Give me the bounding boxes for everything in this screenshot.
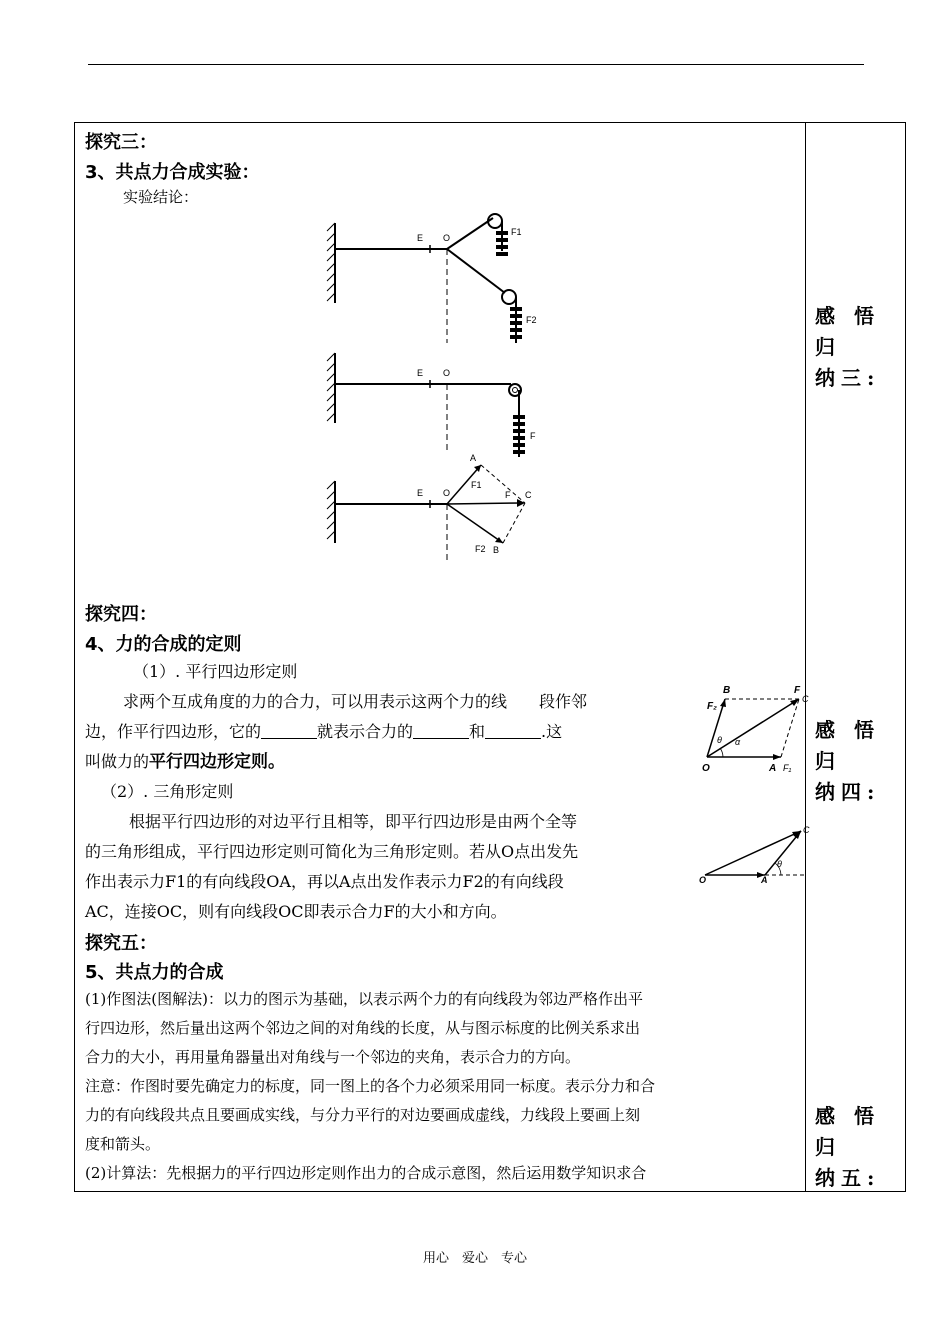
label-f1-3: F1 xyxy=(471,480,482,490)
para1-text-a: 边，作平行四边形，它的 xyxy=(85,722,262,741)
setup-2 xyxy=(327,353,536,457)
label-c-3: C xyxy=(525,490,532,500)
label-e-3: E xyxy=(417,488,424,498)
sub2-heading: （2）. 三角形定则 xyxy=(101,782,234,801)
label-f1-1: F1 xyxy=(511,227,522,237)
fig1-label-c: C xyxy=(802,694,809,704)
label-f-2: F xyxy=(530,431,536,441)
fig2-label-a: A xyxy=(761,875,768,885)
label-o-1: O xyxy=(443,233,451,243)
worksheet-table xyxy=(74,122,906,1192)
para1-text-c: 和 xyxy=(469,722,486,741)
label-f-3: F xyxy=(505,490,511,500)
para2-line1: 根据平行四边形的对边平行且相等，即平行四边形是由两个全等 xyxy=(129,812,578,831)
parallelogram-figure xyxy=(697,685,809,775)
blank-3 xyxy=(485,722,541,739)
reflection-4 xyxy=(815,715,903,808)
sub1-heading: （1）. 平行四边形定则 xyxy=(133,662,298,681)
fig1-label-alpha: α xyxy=(735,737,741,747)
para1-text-b: 就表示合力的 xyxy=(317,722,414,741)
reflection-5-line1: 感 悟 归 xyxy=(815,1104,880,1159)
para2-line4: AC，连接OC，则有向线段OC即表示合力F的大小和方向。 xyxy=(85,902,507,921)
setup-1 xyxy=(327,214,537,343)
fig1-label-o: O xyxy=(702,763,710,774)
label-f2-3: F2 xyxy=(475,544,486,554)
label-o-2: O xyxy=(443,368,451,378)
fig1-label-theta: θ xyxy=(717,735,722,745)
label-a-3: A xyxy=(470,453,477,463)
section3-title: 3、共点力合成实验： xyxy=(85,162,260,183)
method2-line1: (2)计算法：先根据力的平行四边形定则作出力的合成示意图，然后运用数学知识求合 xyxy=(85,1164,647,1182)
column-divider xyxy=(805,123,806,1191)
fig1-label-f2: F₂ xyxy=(707,701,717,712)
fig2-label-c: C xyxy=(803,825,810,835)
method1-line2: 行四边形，然后量出这两个邻边之间的对角线的长度，从与图示标度的比例关系求出 xyxy=(85,1019,641,1037)
label-o-3: O xyxy=(443,488,451,498)
reflection-4-line2: 纳四: xyxy=(815,780,881,804)
triangle-figure xyxy=(697,821,809,891)
para2-line3: 作出表示力F1的有向线段OA，再以A点出发作表示力F2的有向线段 xyxy=(85,872,564,891)
section3-heading: 探究三： xyxy=(85,132,157,153)
main-column xyxy=(85,123,810,1191)
reflection-3 xyxy=(815,301,903,394)
conclusion-label: 实验结论： xyxy=(123,188,199,206)
para1-line3 xyxy=(85,747,285,777)
reflection-3-line2: 纳三: xyxy=(815,366,881,390)
fig2-label-theta: θ xyxy=(777,859,782,869)
fig2-label-o: O xyxy=(699,875,707,885)
para2-line2: 的三角形组成，平行四边形定则可简化为三角形定则。若从O点出发先 xyxy=(85,842,579,861)
note-line3: 度和箭头。 xyxy=(85,1135,161,1153)
label-b-3: B xyxy=(493,545,500,555)
para1-line1: 求两个互成角度的力的合力，可以用表示这两个力的线 段作邻 xyxy=(123,692,588,711)
method1-line3: 合力的大小，再用量角器量出对角线与一个邻边的夹角，表示合力的方向。 xyxy=(85,1048,581,1066)
para1-text-d: .这 xyxy=(541,722,563,741)
section4-heading: 探究四： xyxy=(85,604,157,625)
section4-title: 4、力的合成的定则 xyxy=(85,634,242,655)
header-rule xyxy=(88,64,864,65)
experiment-diagram xyxy=(325,203,585,555)
fig1-label-a: A xyxy=(769,763,777,774)
note-line1: 注意：作图时要先确定力的标度，同一图上的各个力必须采用同一标度。表示分力和合 xyxy=(85,1077,656,1095)
label-f2-1: F2 xyxy=(526,315,537,325)
parallelogram-rule-term: 平行四边形定则。 xyxy=(149,752,286,772)
para1-line2 xyxy=(85,717,685,747)
section5-heading: 探究五： xyxy=(85,933,157,954)
blank-1 xyxy=(261,722,317,739)
reflection-4-line1: 感 悟 归 xyxy=(815,718,880,773)
reflection-3-line1: 感 悟 归 xyxy=(815,304,880,359)
label-e-2: E xyxy=(417,368,424,378)
fig1-label-f: F xyxy=(794,685,801,696)
section5-title: 5、共点力的合成 xyxy=(85,962,224,983)
setup-3 xyxy=(327,453,532,563)
para1-line3-a: 叫做力的 xyxy=(85,752,150,771)
page-footer: 用心 爱心 专心 xyxy=(422,1251,527,1266)
note-line2: 力的有向线段共点且要画成实线，与分力平行的对边要画成虚线，力线段上要画上刻 xyxy=(85,1106,641,1124)
method1-line1: (1)作图法(图解法)：以力的图示为基础，以表示两个力的有向线段为邻边严格作出平 xyxy=(85,990,643,1008)
fig1-label-b: B xyxy=(723,685,731,696)
reflection-5 xyxy=(815,1101,903,1194)
fig1-label-f1: F₁ xyxy=(783,763,792,773)
reflection-5-line2: 纳五: xyxy=(815,1166,881,1190)
label-e-1: E xyxy=(417,233,424,243)
blank-2 xyxy=(413,722,469,739)
